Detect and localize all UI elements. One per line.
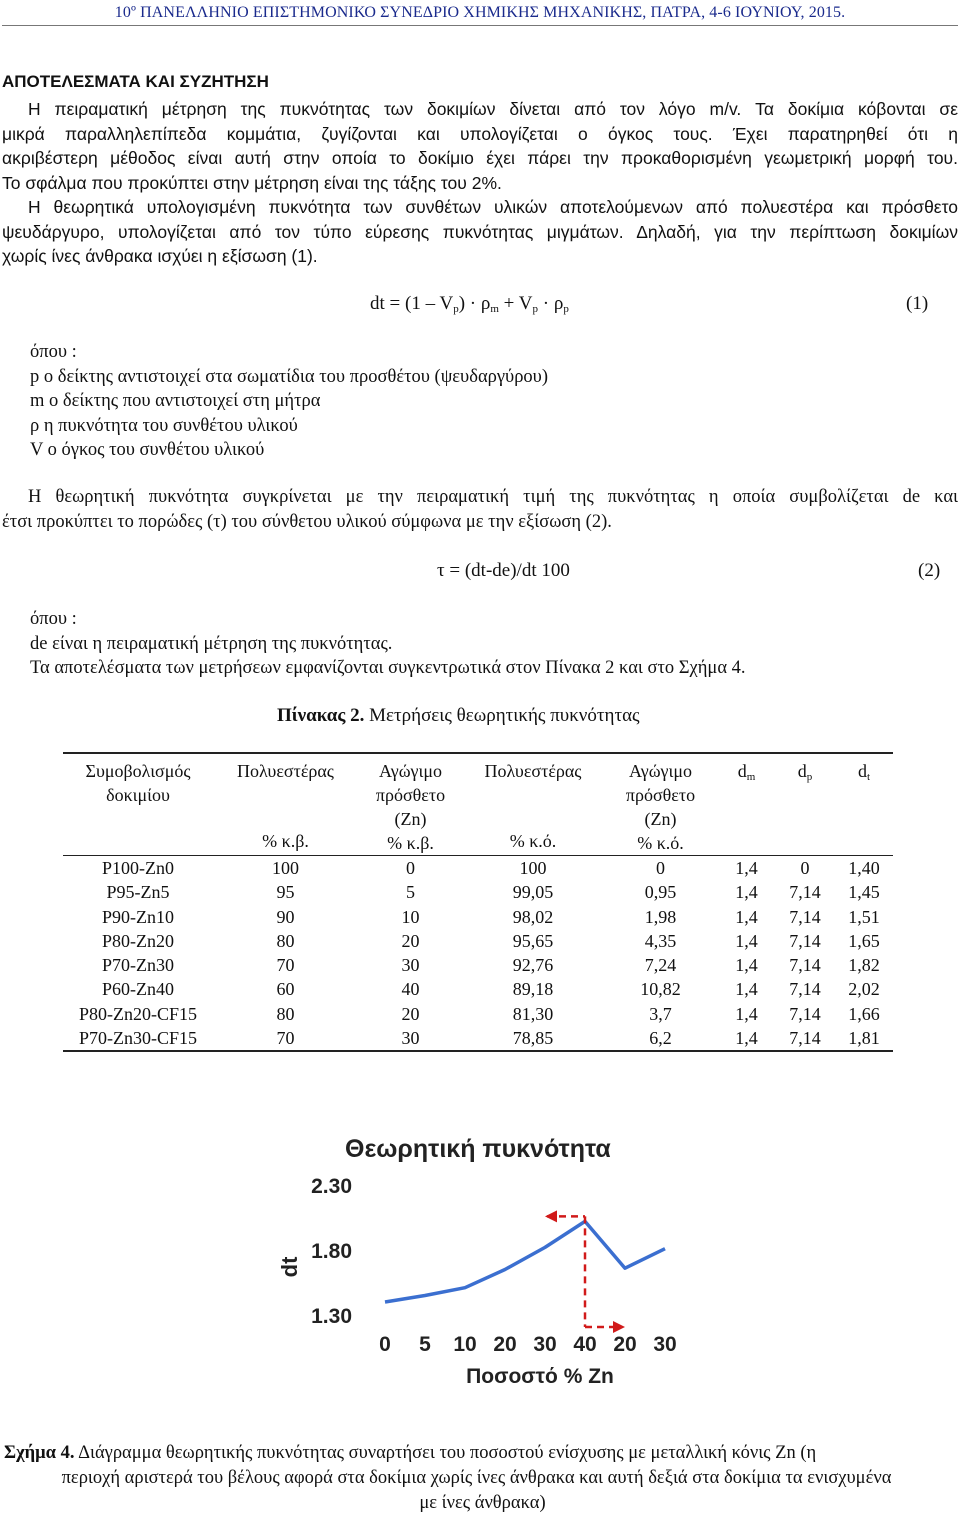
col-header-dt: $d_t$ xyxy=(857,761,871,783)
paragraph-1-line: Η πειραματική μέτρηση της πυκνότητας των δοκιμίων δίνεται από τον λόγο m/v. Τα δοκίμια κόβονται σε xyxy=(28,99,958,119)
x-tick-label: 20 xyxy=(613,1333,637,1356)
table-row: P70-Zn30-CF15 70 30 78,85 6,2 1,4 7,14 1,81 xyxy=(63,1026,893,1051)
col-header-polyester-wt: Πολυεστέρας % κ.β. xyxy=(237,761,334,851)
chart-y-label: dt xyxy=(277,1256,302,1278)
x-tick-label: 30 xyxy=(533,1333,557,1356)
figure-label: Σχήμα 4. xyxy=(4,1443,75,1463)
paragraph-3-line: έτσι προκύπτει το πορώδες (τ) του σύνθετου υλικού σύμφωνα με την εξίσωση (2). xyxy=(2,511,612,532)
paragraph-1-line: ακριβέστερη μέθοδος είναι αυτή στην οποία το δοκίμιο έχει πάρει την προκαθορισμένη γεωμετρική μορφή του. xyxy=(2,148,958,168)
equation-2: τ = (dt-de)/dt 100 xyxy=(437,560,570,581)
conference-header: 10º ΠΑΝΕΛΛΗΝΙΟ ΕΠΙΣΤΗΜΟΝΙΚΟ ΣΥΝΕΔΡΙΟ ΧΗΜΙΚΗΣ ΜΗΧΑΝΙΚΗΣ, ΠΑΤΡΑ, 4-6 ΙΟΥΝΙΟΥ, 2015. xyxy=(114,4,846,21)
table-caption-label: Πίνακας 2. xyxy=(277,705,365,726)
col-header-polyester-vol: Πολυεστέρας % κ.ό. xyxy=(484,761,582,851)
col-header-zn-wt: Αγώγιμο πρόσθετο (Zn) % κ.β. xyxy=(375,761,446,853)
x-tick-label: 30 xyxy=(653,1333,677,1356)
results-sentence: Τα αποτελέσματα των μετρήσεων εμφανίζονται συγκεντρωτικά στον Πίνακα 2 και στο Σχήμα 4. xyxy=(30,658,746,678)
chart-title: Θεωρητική πυκνότητα xyxy=(345,1135,611,1163)
y-tick-label: 1.30 xyxy=(311,1305,352,1328)
table-row: P60-Zn40 60 40 89,18 10,82 1,4 7,14 2,02 xyxy=(102,979,880,1000)
paragraph-3-line: Η θεωρητική πυκνότητα συγκρίνεται με την πειραματική τιμή της πυκνότητας η οποία συμβολίζεται de και xyxy=(28,487,958,507)
y-tick-label: 1.80 xyxy=(311,1240,352,1263)
density-table xyxy=(63,752,893,1052)
paragraph-2-line: Η θεωρητικά υπολογισμένη πυκνότητα των συνθέτων υλικών αποτελούμενων από πολυεστέρα και πρόσθετο xyxy=(28,197,958,217)
section-title: ΑΠΟΤΕΛΕΣΜΑΤΑ ΚΑΙ ΣΥΖΗΤΗΣΗ xyxy=(2,72,269,91)
y-tick-label: 2.30 xyxy=(311,1175,352,1198)
equation-2-number: (2) xyxy=(918,560,941,581)
table-row: P70-Zn30 70 30 92,76 7,24 1,4 7,14 1,82 xyxy=(102,955,880,976)
density-chart xyxy=(260,1125,730,1395)
table-row: P90-Zn10 90 10 98,02 1,98 1,4 7,14 1,51 xyxy=(102,906,880,927)
x-tick-label: 5 xyxy=(419,1333,431,1356)
where-item: ρ η πυκνότητα του συνθέτου υλικού xyxy=(30,415,298,436)
figure-caption: Σχήμα 4. Διάγραμμα θεωρητικής πυκνότητας συναρτήσει του ποσοστού ενίσχυσης με μεταλλική κόνις Zn (η περιοχή αριστερά του βέλους αφορά στα δοκίμια χωρίς ίνες άνθρακα και αυτή δεξιά στα δοκίμια τα ενισχυμένα με ίνες άνθρακα) xyxy=(4,1443,892,1513)
arrow-head-right xyxy=(613,1321,625,1333)
paragraph-2 xyxy=(2,195,958,269)
x-tick-label: 0 xyxy=(379,1333,391,1356)
header-rule xyxy=(2,25,958,26)
col-header-specimen: Συμοβολισμός δοκιμίου xyxy=(85,761,191,805)
arrow-head-left xyxy=(545,1210,557,1222)
paragraph-3 xyxy=(2,485,958,534)
x-tick-label: 40 xyxy=(573,1333,597,1356)
table-row: P80-Zn20-CF15 80 20 81,30 3,7 1,4 7,14 1,66 xyxy=(78,1003,880,1024)
where-block-1 xyxy=(30,340,548,463)
chart-x-label: Ποσοστό % Zn xyxy=(466,1365,614,1388)
where-label: όπου : xyxy=(30,342,77,362)
paragraph-2-line: ψευδάργυρο, υπολογίζεται από τον τύπο εύρεσης πυκνότητας μιγμάτων. Δηλαδή, για την περίπτωση δοκιμίων xyxy=(2,221,958,242)
series-line-dt xyxy=(385,1221,665,1302)
paragraph-1 xyxy=(2,97,958,195)
chart-marks xyxy=(311,1175,677,1356)
col-header-zn-vol: Αγώγιμο πρόσθετο (Zn) % κ.ό. xyxy=(625,761,696,853)
where-item: V ο όγκος του συνθέτου υλικού xyxy=(30,440,265,460)
x-tick-label: 20 xyxy=(493,1333,517,1356)
table-row: P100-Zn0 100 0 100 0 1,4 0 1,40 xyxy=(102,858,880,878)
where-item: m ο δείκτης που αντιστοιχεί στη μήτρα xyxy=(30,391,321,411)
paragraph-2-line: χωρίς ίνες άνθρακα ισχύει η εξίσωση (1). xyxy=(2,246,318,266)
paragraph-1-line: μικρά παραλληλεπίπεδα κομμάτια, ζυγίζονται και υπολογίζεται ο όγκος τους. Έχει παρατηρηθεί ότι η xyxy=(2,123,958,144)
x-tick-label: 10 xyxy=(453,1333,477,1356)
where-item: p ο δείκτης αντιστοιχεί στα σωματίδια του προσθέτου (ψευδαργύρου) xyxy=(30,366,548,387)
table-row: P80-Zn20 80 20 95,65 4,35 1,4 7,14 1,65 xyxy=(102,930,880,951)
table-row: P95-Zn5 95 5 99,05 0,95 1,4 7,14 1,45 xyxy=(106,882,880,903)
equation-1-number: (1) xyxy=(906,293,929,314)
paragraph-1-line: Το σφάλμα που προκύπτει στην μέτρηση είναι της τάξης του 2%. xyxy=(2,172,502,193)
table-caption-text: Μετρήσεις θεωρητικής πυκνότητας xyxy=(364,705,640,726)
table-caption xyxy=(277,704,640,729)
table-header-row xyxy=(63,753,893,856)
where-label: όπου : xyxy=(30,609,77,629)
equation-1: dt = $(1 - V_p) \cdot \rho_m + V_p \cdot \rho_p$ xyxy=(370,293,569,315)
where-item: de είναι η πειραματική μέτρηση της πυκνότητας. xyxy=(30,633,393,654)
col-header-dp: $d_p$ xyxy=(797,761,813,783)
col-header-dm: $d_m$ xyxy=(737,761,756,783)
where-block-2 xyxy=(30,607,746,681)
